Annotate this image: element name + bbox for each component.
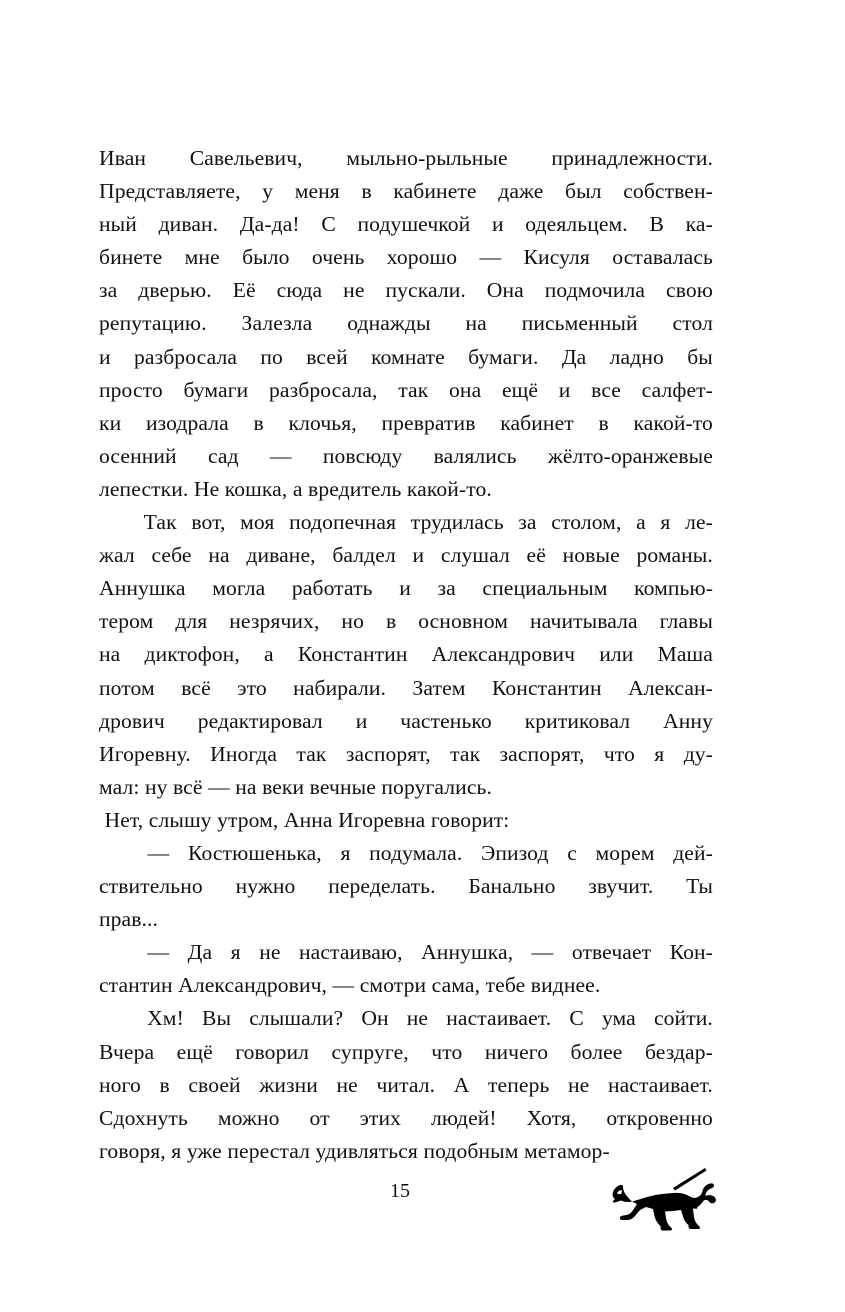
text-word: её: [526, 543, 546, 568]
text-word: было: [242, 245, 290, 270]
text-run: прав...: [99, 907, 159, 932]
text-word: сойти.: [653, 1006, 713, 1031]
text-word: всё: [181, 675, 211, 700]
text-word: теперь: [488, 1072, 550, 1097]
text-word: В: [649, 212, 664, 237]
text-word: изодрала: [145, 410, 229, 435]
text-word: Он: [361, 1006, 389, 1031]
text-line: [99, 638, 713, 671]
text-word: однажды: [347, 311, 431, 336]
text-word: или: [599, 642, 634, 667]
text-word: что: [603, 741, 635, 766]
text-word: ду-: [683, 741, 713, 766]
text-word: ки: [99, 410, 122, 435]
text-word: Да: [187, 940, 213, 965]
text-word: подопечная: [289, 510, 397, 535]
text-word: могла: [212, 576, 266, 601]
text-word: набирали.: [293, 675, 387, 700]
text-word: просто: [99, 377, 163, 402]
text-word: свою: [666, 278, 713, 303]
text-word: Аннушка: [99, 576, 186, 601]
text-word: подмочила: [544, 278, 646, 303]
text-word: —: [269, 443, 292, 468]
text-line: [99, 274, 713, 307]
text-word: морем: [595, 840, 655, 865]
text-word: одеяльцем.: [525, 212, 628, 237]
text-line: [99, 705, 713, 738]
text-word: настаиваю,: [299, 940, 403, 965]
text-line: [99, 870, 713, 903]
text-word: звучит.: [588, 874, 654, 899]
text-word: Да: [561, 344, 587, 369]
text-word: письменный: [521, 311, 638, 336]
text-line: [99, 341, 713, 374]
text-word: ума: [601, 1006, 636, 1031]
text-word: диктофон,: [144, 642, 240, 667]
text-run: говоря, я уже перестал удивляться подобным метамор-: [99, 1138, 610, 1163]
paragraph-indent: [99, 1002, 129, 1035]
text-word: бы: [687, 344, 713, 369]
text-word: а: [636, 510, 646, 535]
text-word: компью-: [634, 576, 713, 601]
text-word: Аннушка,: [421, 940, 514, 965]
text-word: в: [598, 410, 609, 435]
text-word: супруге,: [331, 1039, 409, 1064]
text-word: дей-: [673, 840, 713, 865]
text-word: Затем: [412, 675, 466, 700]
text-line: [99, 804, 713, 837]
text-word: Анну: [663, 708, 713, 733]
text-word: даже: [498, 179, 544, 204]
text-word: но: [341, 609, 364, 634]
text-word: подумала.: [369, 840, 463, 865]
text-word: специальным: [482, 576, 608, 601]
text-word: ещё: [501, 377, 539, 402]
text-word: —: [479, 245, 502, 270]
text-word: очень: [311, 245, 365, 270]
text-word: комнате: [371, 344, 445, 369]
text-word: салфет-: [641, 377, 713, 402]
text-word: Костюшенька,: [188, 840, 322, 865]
text-word: какой-то: [633, 410, 713, 435]
text-word: —: [531, 940, 554, 965]
text-word: Вчера: [99, 1039, 155, 1064]
paragraph-indent: [99, 936, 129, 969]
text-word: дрович: [99, 708, 165, 733]
text-word: новые: [562, 543, 620, 568]
text-word: слышали?: [249, 1006, 344, 1031]
text-word: и: [99, 344, 111, 369]
text-word: моя: [240, 510, 275, 535]
text-line: [99, 1069, 713, 1102]
text-word: для: [175, 609, 208, 634]
text-word: ничего: [484, 1039, 549, 1064]
text-word: всей: [306, 344, 348, 369]
text-word: в: [253, 410, 264, 435]
text-word: бумаги: [183, 377, 249, 402]
text-line: [99, 605, 713, 638]
text-line: [99, 738, 713, 771]
text-word: сюда: [276, 278, 323, 303]
text-line: [99, 241, 713, 274]
text-word: этих: [359, 1105, 402, 1130]
text-word: С: [321, 212, 336, 237]
text-word: ещё: [176, 1039, 213, 1064]
text-word: Хотя,: [526, 1105, 577, 1130]
text-word: не: [259, 940, 281, 965]
text-word: подушечкой: [357, 212, 471, 237]
text-word: я: [660, 510, 671, 535]
text-word: дверью.: [138, 278, 212, 303]
text-word: так: [398, 377, 429, 402]
text-word: Ты: [686, 874, 713, 899]
text-word: Представляете,: [99, 179, 241, 204]
text-word: —: [147, 940, 170, 965]
text-word: романы.: [636, 543, 713, 568]
text-word: превратив: [381, 410, 476, 435]
text-line: [99, 936, 713, 969]
text-line: [99, 407, 713, 440]
text-word: Залезла: [241, 311, 313, 336]
text-word: Хм!: [147, 1006, 184, 1031]
text-word: бездар-: [644, 1039, 713, 1064]
text-word: переделать.: [328, 874, 436, 899]
text-word: Сдохнуть: [99, 1105, 188, 1130]
text-word: оставалась: [612, 245, 713, 270]
text-word: своей: [188, 1072, 241, 1097]
text-run: мал: ну всё — на веки вечные поругались.: [99, 774, 492, 799]
text-word: себе: [151, 543, 192, 568]
text-line: [99, 374, 713, 407]
text-word: собствен-: [623, 179, 713, 204]
text-word: читал.: [376, 1072, 436, 1097]
text-line: [99, 672, 713, 705]
text-word: Алексан-: [628, 675, 713, 700]
text-line: [99, 1002, 713, 1035]
text-word: С: [569, 1006, 584, 1031]
text-word: Да-да!: [239, 212, 300, 237]
text-word: а: [264, 642, 274, 667]
text-word: Александрович: [431, 642, 576, 667]
text-line: [99, 903, 713, 936]
text-word: повсюду: [322, 443, 403, 468]
text-word: за: [99, 278, 118, 303]
text-word: ного: [99, 1072, 141, 1097]
text-word: она: [449, 377, 482, 402]
text-word: так: [296, 741, 327, 766]
text-word: балдел: [332, 543, 396, 568]
text-word: редактировал: [197, 708, 323, 733]
text-word: диван.: [158, 212, 219, 237]
text-word: по: [260, 344, 283, 369]
text-word: настаивает.: [446, 1006, 552, 1031]
text-word: с: [567, 840, 577, 865]
text-line: [99, 175, 713, 208]
text-word: стол: [672, 311, 713, 336]
text-word: за: [518, 510, 537, 535]
text-line: [99, 771, 713, 804]
text-word: клочья,: [288, 410, 357, 435]
text-line: [99, 473, 713, 506]
text-word: на: [208, 543, 230, 568]
text-word: отвечает: [571, 940, 652, 965]
page-body-text: [99, 142, 713, 1168]
text-word: Савельевич,: [189, 146, 303, 170]
text-line: [99, 440, 713, 473]
text-word: и: [399, 576, 411, 601]
page-number: 15: [390, 1180, 410, 1202]
text-word: заспорят,: [345, 741, 431, 766]
text-word: ле-: [685, 510, 713, 535]
text-word: осенний: [99, 443, 177, 468]
text-word: и: [412, 543, 425, 568]
text-word: —: [147, 840, 170, 865]
text-word: за: [437, 576, 456, 601]
text-word: слушал: [440, 543, 510, 568]
text-word: ладно: [609, 344, 664, 369]
text-word: критиковал: [524, 708, 631, 733]
text-word: в: [385, 609, 397, 634]
text-word: на: [99, 642, 121, 667]
text-word: более: [570, 1039, 623, 1064]
text-word: разбросала: [134, 344, 238, 369]
text-word: откровенно: [606, 1105, 713, 1130]
text-word: Вы: [201, 1006, 232, 1031]
text-word: нужно: [235, 874, 296, 899]
text-line: [99, 1036, 713, 1069]
text-line: [99, 506, 713, 539]
text-word: настаивает.: [607, 1072, 713, 1097]
text-word: валялись: [433, 443, 517, 468]
text-word: потом: [99, 675, 155, 700]
text-word: что: [431, 1039, 463, 1064]
text-word: столом,: [551, 510, 622, 535]
text-word: А: [453, 1072, 470, 1097]
text-word: основном: [418, 609, 509, 634]
text-line: [99, 539, 713, 572]
text-run: Нет, слышу утром, Анна Игоревна говорит:: [104, 807, 510, 832]
text-word: на: [465, 311, 487, 336]
text-word: меня: [294, 179, 340, 204]
text-word: ка-: [685, 212, 713, 237]
walking-cat-silhouette-icon: [598, 1162, 718, 1234]
text-word: не: [343, 278, 365, 303]
text-word: вот,: [191, 510, 226, 535]
text-word: ствительно: [99, 874, 203, 899]
text-word: мыльно-рыльные: [346, 146, 508, 170]
text-word: можно: [217, 1105, 280, 1130]
text-word: был: [565, 179, 602, 204]
text-word: трудилась: [410, 510, 504, 535]
text-word: я: [230, 940, 241, 965]
text-word: говорил: [235, 1039, 310, 1064]
text-line: [99, 142, 713, 175]
text-word: Её: [232, 278, 256, 303]
text-word: от: [309, 1105, 330, 1130]
text-word: диване,: [246, 543, 316, 568]
text-word: жал: [99, 543, 135, 568]
text-word: Иван: [99, 146, 147, 170]
text-line: [99, 307, 713, 340]
text-word: не: [406, 1006, 429, 1031]
text-word: Эпизод: [481, 840, 549, 865]
text-word: я: [340, 840, 351, 865]
text-word: бумаги.: [468, 344, 539, 369]
text-word: Константин: [297, 642, 408, 667]
text-word: Кон-: [669, 940, 713, 965]
text-word: Маша: [657, 642, 713, 667]
text-word: Кисуля: [523, 245, 590, 270]
text-word: Банально: [468, 874, 556, 899]
text-word: кабинете: [393, 179, 477, 204]
text-word: начитывала: [530, 609, 638, 634]
text-word: не: [568, 1072, 590, 1097]
page-footer: [0, 1170, 845, 1240]
text-word: жизни: [259, 1072, 318, 1097]
text-word: так: [450, 741, 481, 766]
text-word: Константин: [491, 675, 602, 700]
text-word: главы: [659, 609, 713, 634]
text-word: у: [262, 179, 274, 204]
text-word: и: [491, 212, 504, 237]
text-line: [99, 1102, 713, 1135]
text-word: в: [361, 179, 372, 204]
text-word: репутацию.: [99, 311, 207, 336]
text-word: жёлто-оранжевые: [547, 443, 713, 468]
text-word: незрячих,: [229, 609, 320, 634]
text-word: Иногда: [210, 741, 278, 766]
text-line: [99, 208, 713, 241]
text-word: Игоревну.: [99, 741, 191, 766]
text-word: это: [237, 675, 267, 700]
paragraph-indent: [99, 837, 129, 870]
text-word: я: [654, 741, 665, 766]
text-word: в: [159, 1072, 170, 1097]
text-word: все: [591, 377, 621, 402]
text-word: мне: [184, 245, 220, 270]
text-word: людей!: [430, 1105, 497, 1130]
text-line: [99, 572, 713, 605]
paragraph-indent: [99, 506, 129, 539]
text-word: и: [355, 708, 368, 733]
text-word: не: [336, 1072, 358, 1097]
text-run: стантин Александрович, — смотри сама, тебе виднее.: [99, 973, 601, 998]
text-word: принадлежности.: [551, 146, 713, 170]
text-word: кабинет: [500, 410, 574, 435]
text-word: Так: [143, 510, 177, 535]
text-word: бинете: [99, 245, 163, 270]
text-word: заспорят,: [499, 741, 585, 766]
text-word: разбросала,: [269, 377, 378, 402]
text-word: ный: [99, 212, 137, 237]
text-word: Она: [486, 278, 524, 303]
text-word: тером: [99, 609, 154, 634]
text-word: частенько: [400, 708, 492, 733]
text-word: и: [558, 377, 571, 402]
text-word: работать: [291, 576, 373, 601]
text-line: [99, 837, 713, 870]
text-word: сад: [207, 443, 239, 468]
text-run: лепестки. Не кошка, а вредитель какой-то.: [99, 476, 492, 501]
text-line: [99, 969, 713, 1002]
text-word: хорошо: [386, 245, 458, 270]
text-word: пускали.: [385, 278, 466, 303]
